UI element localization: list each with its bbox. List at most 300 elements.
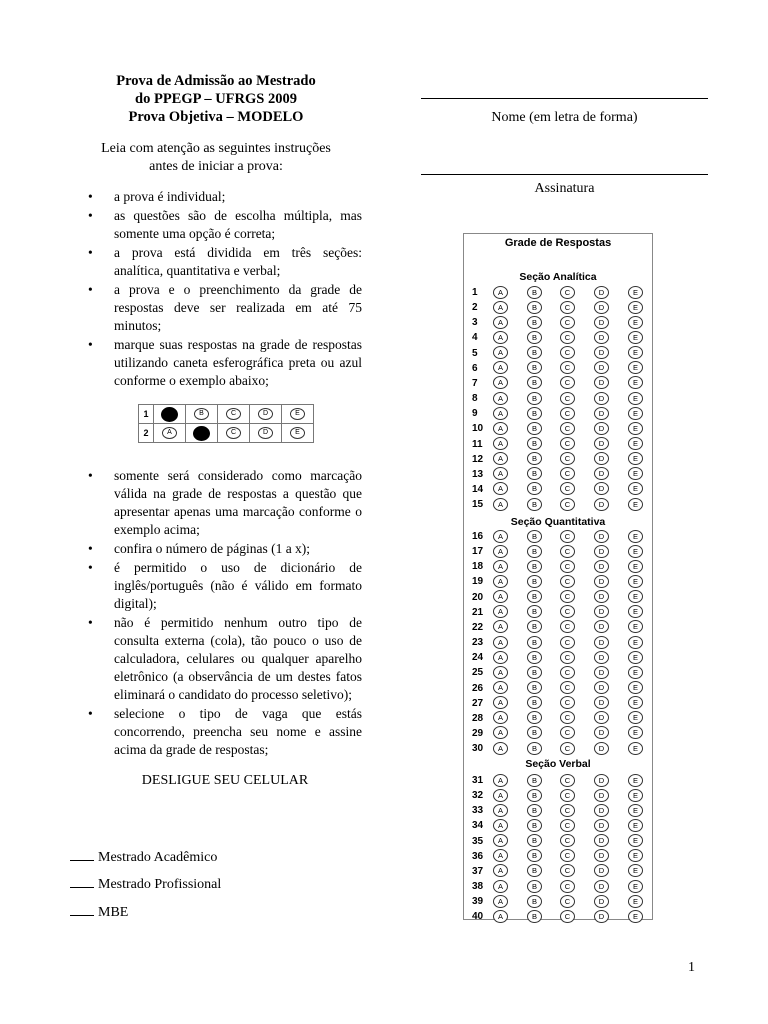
answer-bubble[interactable]: C bbox=[560, 804, 575, 817]
answer-bubble[interactable]: E bbox=[628, 331, 643, 344]
answer-bubble[interactable]: E bbox=[628, 636, 643, 649]
answer-bubble[interactable]: A bbox=[493, 590, 508, 603]
instruction-text: somente será considerado como marcação válida na grade de respostas a questão que apresentar apenas uma marcação conforme o exemplo acima; bbox=[114, 468, 362, 537]
answer-bubble[interactable]: A bbox=[493, 545, 508, 558]
answer-bubble[interactable]: E bbox=[628, 530, 643, 543]
question-row bbox=[464, 590, 652, 605]
answer-bubble[interactable]: C bbox=[560, 864, 575, 877]
answer-bubble[interactable]: A bbox=[493, 605, 508, 618]
question-number: 11 bbox=[472, 438, 483, 450]
answer-bubble[interactable]: A bbox=[493, 422, 508, 435]
answer-bubble[interactable]: D bbox=[594, 361, 609, 374]
answer-bubble[interactable]: A bbox=[493, 895, 508, 908]
answer-bubble[interactable]: E bbox=[628, 422, 643, 435]
answer-bubble[interactable]: D bbox=[594, 681, 609, 694]
exam-title bbox=[70, 72, 362, 126]
answer-bubble[interactable]: D bbox=[594, 346, 609, 359]
answer-bubble[interactable]: E bbox=[628, 849, 643, 862]
question-number: 3 bbox=[472, 317, 478, 329]
answer-bubble[interactable]: B bbox=[527, 804, 542, 817]
answer-bubble[interactable]: A bbox=[493, 316, 508, 329]
question-number: 40 bbox=[472, 911, 484, 923]
answer-bubble[interactable]: A bbox=[493, 560, 508, 573]
answer-bubble[interactable]: B bbox=[527, 467, 542, 480]
answer-bubble[interactable]: E bbox=[628, 711, 643, 724]
answer-bubble[interactable]: C bbox=[560, 726, 575, 739]
question-row bbox=[464, 529, 652, 544]
answer-bubble[interactable]: D bbox=[594, 286, 609, 299]
question-row bbox=[464, 834, 652, 849]
answer-bubble[interactable]: D bbox=[594, 316, 609, 329]
answer-bubble[interactable]: C bbox=[560, 575, 575, 588]
question-row bbox=[464, 864, 652, 879]
answer-bubble[interactable]: B bbox=[527, 636, 542, 649]
answer-bubble[interactable]: E bbox=[628, 819, 643, 832]
answer-bubble[interactable]: D bbox=[594, 895, 609, 908]
answer-bubble[interactable]: D bbox=[594, 331, 609, 344]
answer-bubble[interactable]: C bbox=[560, 774, 575, 787]
answer-bubble[interactable]: A bbox=[493, 361, 508, 374]
answer-bubble[interactable]: C bbox=[560, 834, 575, 847]
question-row bbox=[464, 437, 652, 452]
answer-bubble[interactable]: D bbox=[594, 590, 609, 603]
answer-bubble[interactable]: C bbox=[560, 361, 575, 374]
instruction-item bbox=[88, 336, 362, 390]
answer-bubble[interactable]: C bbox=[560, 482, 575, 495]
title-line-3: Prova Objetiva – MODELO bbox=[128, 109, 304, 125]
answer-bubble[interactable]: D bbox=[594, 498, 609, 511]
answer-bubble[interactable]: E bbox=[628, 301, 643, 314]
answer-bubble[interactable]: E bbox=[628, 696, 643, 709]
answer-bubble[interactable]: E bbox=[628, 742, 643, 755]
answer-bubble[interactable]: C bbox=[560, 392, 575, 405]
answer-bubble[interactable]: D bbox=[594, 804, 609, 817]
answer-bubble[interactable]: B bbox=[527, 346, 542, 359]
answer-bubble[interactable]: D bbox=[594, 819, 609, 832]
answer-bubble[interactable]: B bbox=[527, 376, 542, 389]
answer-bubble[interactable]: D bbox=[594, 560, 609, 573]
question-row bbox=[464, 818, 652, 833]
instruction-item bbox=[88, 467, 362, 539]
answer-bubble[interactable]: A bbox=[493, 636, 508, 649]
example-bubble: C bbox=[226, 427, 241, 439]
instruction-item bbox=[88, 540, 362, 558]
instruction-item bbox=[88, 188, 362, 206]
answer-bubble[interactable]: A bbox=[493, 530, 508, 543]
answer-bubble[interactable]: E bbox=[628, 590, 643, 603]
answer-bubble[interactable]: B bbox=[527, 331, 542, 344]
answer-bubble[interactable]: C bbox=[560, 437, 575, 450]
answer-bubble[interactable]: D bbox=[594, 711, 609, 724]
example-row-number: 2 bbox=[139, 424, 154, 443]
instruction-item bbox=[88, 559, 362, 613]
signature-line[interactable] bbox=[421, 174, 708, 175]
question-row bbox=[464, 620, 652, 635]
answer-bubble[interactable]: C bbox=[560, 560, 575, 573]
answer-bubble[interactable]: A bbox=[493, 726, 508, 739]
question-row bbox=[464, 361, 652, 376]
answer-bubble[interactable]: A bbox=[493, 880, 508, 893]
answer-bubble[interactable]: C bbox=[560, 742, 575, 755]
answer-bubble[interactable]: B bbox=[527, 560, 542, 573]
answer-bubble[interactable]: E bbox=[628, 910, 643, 923]
marking-example bbox=[138, 404, 362, 443]
answer-bubble[interactable]: C bbox=[560, 910, 575, 923]
answer-bubble[interactable]: C bbox=[560, 590, 575, 603]
instruction-text: marque suas respostas na grade de respostas utilizando caneta esferográfica preta ou azul conforme o exemplo abaixo; bbox=[114, 337, 362, 388]
answer-bubble[interactable]: C bbox=[560, 498, 575, 511]
answer-bubble[interactable]: E bbox=[628, 437, 643, 450]
vaga-blank[interactable] bbox=[70, 903, 94, 916]
answer-bubble[interactable]: E bbox=[628, 376, 643, 389]
answer-bubble[interactable]: D bbox=[594, 849, 609, 862]
answer-bubble[interactable]: B bbox=[527, 864, 542, 877]
answer-bubble[interactable]: B bbox=[527, 286, 542, 299]
instructions-column bbox=[70, 72, 362, 789]
answer-bubble[interactable]: A bbox=[493, 819, 508, 832]
answer-bubble[interactable]: D bbox=[594, 605, 609, 618]
answer-bubble[interactable]: B bbox=[527, 910, 542, 923]
vaga-label: MBE bbox=[98, 905, 129, 920]
answer-bubble[interactable]: E bbox=[628, 286, 643, 299]
answer-bubble[interactable]: C bbox=[560, 407, 575, 420]
answer-bubble[interactable]: A bbox=[493, 711, 508, 724]
answer-bubble[interactable]: A bbox=[493, 774, 508, 787]
answer-bubble[interactable]: B bbox=[527, 696, 542, 709]
instruction-list bbox=[70, 188, 362, 390]
answer-bubble[interactable]: C bbox=[560, 651, 575, 664]
answer-bubble[interactable]: E bbox=[628, 392, 643, 405]
answer-bubble[interactable]: B bbox=[527, 452, 542, 465]
answer-bubble[interactable]: E bbox=[628, 361, 643, 374]
answer-bubble[interactable]: A bbox=[493, 467, 508, 480]
section-title: Seção Quantitativa bbox=[510, 516, 606, 528]
answer-bubble[interactable]: A bbox=[493, 452, 508, 465]
question-row bbox=[464, 300, 652, 315]
question-number: 22 bbox=[472, 621, 484, 633]
answer-bubble[interactable]: A bbox=[493, 849, 508, 862]
answer-bubble[interactable]: D bbox=[594, 880, 609, 893]
answer-bubble[interactable]: B bbox=[527, 392, 542, 405]
answer-bubble[interactable]: E bbox=[628, 575, 643, 588]
answer-bubble[interactable]: D bbox=[594, 910, 609, 923]
answer-bubble[interactable]: C bbox=[560, 316, 575, 329]
question-row bbox=[464, 497, 652, 512]
answer-bubble[interactable]: E bbox=[628, 498, 643, 511]
question-row bbox=[464, 788, 652, 803]
answer-bubble[interactable]: A bbox=[493, 651, 508, 664]
question-row bbox=[464, 803, 652, 818]
answer-bubble[interactable]: C bbox=[560, 376, 575, 389]
answer-bubble[interactable]: D bbox=[594, 774, 609, 787]
answer-bubble[interactable]: E bbox=[628, 452, 643, 465]
question-number: 18 bbox=[472, 561, 484, 573]
question-number: 8 bbox=[472, 393, 478, 405]
answer-bubble[interactable]: D bbox=[594, 864, 609, 877]
question-number: 28 bbox=[472, 712, 484, 724]
answer-bubble[interactable]: D bbox=[594, 376, 609, 389]
example-bubble: D bbox=[258, 408, 273, 420]
answer-bubble[interactable]: D bbox=[594, 636, 609, 649]
answer-bubble[interactable]: B bbox=[527, 681, 542, 694]
answer-bubble[interactable]: E bbox=[628, 346, 643, 359]
question-number: 5 bbox=[472, 347, 478, 359]
answer-bubble[interactable]: A bbox=[493, 376, 508, 389]
answer-bubble[interactable]: B bbox=[527, 316, 542, 329]
answer-bubble[interactable]: D bbox=[594, 575, 609, 588]
answer-bubble[interactable]: C bbox=[560, 666, 575, 679]
answer-bubble[interactable]: E bbox=[628, 545, 643, 558]
question-row bbox=[464, 849, 652, 864]
answer-bubble[interactable]: D bbox=[594, 834, 609, 847]
answer-bubble[interactable]: C bbox=[560, 711, 575, 724]
answer-bubble[interactable]: C bbox=[560, 467, 575, 480]
answer-bubble[interactable]: A bbox=[493, 864, 508, 877]
question-number: 34 bbox=[472, 820, 484, 832]
answer-bubble[interactable]: A bbox=[493, 346, 508, 359]
answer-bubble[interactable]: A bbox=[493, 498, 508, 511]
answer-bubble[interactable]: B bbox=[527, 711, 542, 724]
answer-bubble[interactable]: A bbox=[493, 286, 508, 299]
question-number: 21 bbox=[472, 606, 484, 618]
instruction-text: confira o número de páginas (1 a x); bbox=[114, 541, 311, 556]
answer-bubble[interactable]: A bbox=[493, 804, 508, 817]
answer-bubble[interactable]: C bbox=[560, 681, 575, 694]
answer-bubble[interactable]: D bbox=[594, 651, 609, 664]
instruction-list-2 bbox=[70, 467, 362, 759]
answer-bubble[interactable]: B bbox=[527, 407, 542, 420]
answer-bubble[interactable]: B bbox=[527, 774, 542, 787]
instruction-item bbox=[88, 244, 362, 280]
answer-bubble[interactable]: A bbox=[493, 696, 508, 709]
section-title: Seção Verbal bbox=[525, 758, 591, 770]
answer-bubble[interactable]: A bbox=[493, 392, 508, 405]
answer-bubble[interactable]: B bbox=[527, 789, 542, 802]
instruction-text: as questões são de escolha múltipla, mas somente uma opção é correta; bbox=[114, 208, 362, 241]
answer-bubble[interactable]: B bbox=[527, 498, 542, 511]
answer-bubble[interactable]: D bbox=[594, 545, 609, 558]
instruction-item bbox=[88, 614, 362, 704]
question-row bbox=[464, 650, 652, 665]
answer-bubble[interactable]: B bbox=[527, 605, 542, 618]
question-row bbox=[464, 605, 652, 620]
answer-bubble[interactable]: D bbox=[594, 407, 609, 420]
answer-bubble[interactable]: B bbox=[527, 849, 542, 862]
answer-bubble[interactable]: E bbox=[628, 605, 643, 618]
answer-bubble[interactable]: C bbox=[560, 880, 575, 893]
answer-bubble[interactable]: A bbox=[493, 910, 508, 923]
answer-bubble[interactable]: C bbox=[560, 819, 575, 832]
answer-bubble[interactable]: E bbox=[628, 482, 643, 495]
instruction-text: a prova e o preenchimento da grade de respostas deve ser realizada em até 75 minutos; bbox=[114, 282, 362, 333]
answer-bubble[interactable]: E bbox=[628, 880, 643, 893]
answer-bubble[interactable]: B bbox=[527, 742, 542, 755]
instruction-text: a prova está dividida em três seções: analítica, quantitativa e verbal; bbox=[114, 245, 362, 278]
example-bubble-filled: A bbox=[161, 407, 178, 422]
answer-bubble[interactable]: D bbox=[594, 467, 609, 480]
question-row bbox=[464, 711, 652, 726]
answer-bubble[interactable]: E bbox=[628, 789, 643, 802]
answer-bubble[interactable]: A bbox=[493, 742, 508, 755]
answer-bubble[interactable]: D bbox=[594, 726, 609, 739]
question-row bbox=[464, 544, 652, 559]
answer-bubble[interactable]: A bbox=[493, 789, 508, 802]
question-row bbox=[464, 696, 652, 711]
answer-bubble[interactable]: B bbox=[527, 482, 542, 495]
answer-bubble[interactable]: C bbox=[560, 789, 575, 802]
answer-bubble[interactable]: C bbox=[560, 605, 575, 618]
section-title: Seção Analítica bbox=[519, 271, 597, 283]
answer-bubble[interactable]: A bbox=[493, 482, 508, 495]
question-number: 6 bbox=[472, 362, 478, 374]
answer-bubble[interactable]: D bbox=[594, 437, 609, 450]
answer-bubble[interactable]: D bbox=[594, 696, 609, 709]
answer-bubble[interactable]: A bbox=[493, 666, 508, 679]
answer-bubble[interactable]: E bbox=[628, 316, 643, 329]
answer-bubble[interactable]: B bbox=[527, 819, 542, 832]
title-line-1: Prova de Admissão ao Mestrado bbox=[116, 73, 316, 89]
answer-bubble[interactable]: C bbox=[560, 696, 575, 709]
answer-bubble[interactable]: E bbox=[628, 467, 643, 480]
answer-bubble[interactable]: C bbox=[560, 346, 575, 359]
answer-bubble[interactable]: C bbox=[560, 620, 575, 633]
answer-bubble[interactable]: A bbox=[493, 407, 508, 420]
answer-bubble[interactable]: A bbox=[493, 437, 508, 450]
answer-bubble[interactable]: E bbox=[628, 864, 643, 877]
answer-bubble[interactable]: B bbox=[527, 422, 542, 435]
answer-bubble[interactable]: E bbox=[628, 681, 643, 694]
vaga-blank[interactable] bbox=[70, 848, 94, 861]
answer-bubble[interactable]: C bbox=[560, 331, 575, 344]
question-row bbox=[464, 285, 652, 300]
bullet-icon: • bbox=[88, 337, 93, 352]
answer-bubble[interactable]: E bbox=[628, 834, 643, 847]
answer-bubble[interactable]: C bbox=[560, 545, 575, 558]
example-row-number: 1 bbox=[139, 405, 154, 424]
answer-bubble[interactable]: B bbox=[527, 726, 542, 739]
answer-bubble[interactable]: C bbox=[560, 636, 575, 649]
answer-bubble[interactable]: D bbox=[594, 392, 609, 405]
answer-bubble[interactable]: B bbox=[527, 437, 542, 450]
answer-bubble[interactable]: C bbox=[560, 895, 575, 908]
answer-bubble[interactable]: E bbox=[628, 895, 643, 908]
answer-bubble[interactable]: D bbox=[594, 422, 609, 435]
question-number: 35 bbox=[472, 835, 484, 847]
question-row bbox=[464, 452, 652, 467]
vaga-option-profissional bbox=[70, 875, 221, 893]
answer-bubble[interactable]: E bbox=[628, 666, 643, 679]
question-number: 32 bbox=[472, 790, 484, 802]
intro-line-1: Leia com atenção as seguintes instruções bbox=[101, 141, 331, 156]
answer-bubble[interactable]: C bbox=[560, 452, 575, 465]
answer-bubble[interactable]: D bbox=[594, 482, 609, 495]
example-bubble: A bbox=[162, 427, 177, 439]
answer-bubble[interactable]: A bbox=[493, 681, 508, 694]
answer-bubble[interactable]: B bbox=[527, 895, 542, 908]
answer-bubble[interactable]: B bbox=[527, 620, 542, 633]
question-row bbox=[464, 665, 652, 680]
question-number: 16 bbox=[472, 531, 484, 542]
answer-bubble[interactable]: B bbox=[527, 545, 542, 558]
name-line[interactable] bbox=[421, 98, 708, 99]
answer-bubble[interactable]: B bbox=[527, 301, 542, 314]
example-row bbox=[139, 405, 314, 424]
question-number: 13 bbox=[472, 468, 484, 480]
answer-bubble[interactable]: D bbox=[594, 530, 609, 543]
question-number: 17 bbox=[472, 546, 484, 558]
instruction-text: não é permitido nenhum outro tipo de consulta externa (cola), tão pouco o uso de calculadora, celulares ou qualquer aparelho eletrônico (a observância de um destes fatos eliminará o candidato do processo seletivo); bbox=[114, 615, 362, 702]
answer-bubble[interactable]: B bbox=[527, 880, 542, 893]
question-number: 33 bbox=[472, 805, 484, 817]
answer-bubble[interactable]: B bbox=[527, 666, 542, 679]
answer-bubble[interactable]: B bbox=[527, 575, 542, 588]
question-number: 29 bbox=[472, 727, 484, 739]
answer-bubble[interactable]: C bbox=[560, 530, 575, 543]
answer-bubble[interactable]: B bbox=[527, 651, 542, 664]
answer-bubble[interactable]: C bbox=[560, 301, 575, 314]
question-row bbox=[464, 894, 652, 909]
answer-bubble[interactable]: E bbox=[628, 560, 643, 573]
answer-bubble[interactable]: D bbox=[594, 742, 609, 755]
answer-bubble[interactable]: D bbox=[594, 301, 609, 314]
question-row bbox=[464, 909, 652, 924]
answer-bubble[interactable]: B bbox=[527, 834, 542, 847]
instruction-item bbox=[88, 207, 362, 243]
page-number: 1 bbox=[688, 960, 695, 975]
instruction-item bbox=[88, 281, 362, 335]
question-row bbox=[464, 726, 652, 741]
answer-bubble[interactable]: D bbox=[594, 620, 609, 633]
question-row bbox=[464, 559, 652, 574]
answer-bubble[interactable]: D bbox=[594, 666, 609, 679]
answer-bubble[interactable]: B bbox=[527, 361, 542, 374]
answer-bubble[interactable]: D bbox=[594, 789, 609, 802]
answer-bubble[interactable]: B bbox=[527, 530, 542, 543]
question-row bbox=[464, 421, 652, 436]
answer-bubble[interactable]: A bbox=[493, 620, 508, 633]
instruction-text: é permitido o uso de dicionário de inglês/português (não é válido em formato digital); bbox=[114, 560, 362, 611]
question-number: 38 bbox=[472, 881, 484, 893]
example-bubble-filled: B bbox=[193, 426, 210, 441]
question-number: 30 bbox=[472, 743, 484, 755]
signature-label: Assinatura bbox=[534, 181, 595, 196]
vaga-blank[interactable] bbox=[70, 875, 94, 888]
answer-bubble[interactable]: E bbox=[628, 620, 643, 633]
grid-title: Grade de Respostas bbox=[504, 237, 612, 249]
answer-bubble[interactable]: C bbox=[560, 286, 575, 299]
bullet-icon: • bbox=[88, 615, 93, 630]
question-row bbox=[464, 773, 652, 788]
answer-bubble[interactable]: D bbox=[594, 452, 609, 465]
instruction-item bbox=[88, 705, 362, 759]
answer-bubble[interactable]: A bbox=[493, 301, 508, 314]
question-row bbox=[464, 467, 652, 482]
answer-bubble[interactable]: B bbox=[527, 590, 542, 603]
question-row bbox=[464, 635, 652, 650]
bullet-icon: • bbox=[88, 282, 93, 297]
answer-bubble[interactable]: E bbox=[628, 774, 643, 787]
answer-bubble[interactable]: E bbox=[628, 726, 643, 739]
answer-bubble[interactable]: E bbox=[628, 804, 643, 817]
answer-bubble[interactable]: A bbox=[493, 834, 508, 847]
answer-bubble[interactable]: C bbox=[560, 422, 575, 435]
answer-bubble[interactable]: C bbox=[560, 849, 575, 862]
answer-bubble[interactable]: E bbox=[628, 407, 643, 420]
example-row bbox=[139, 424, 314, 443]
answer-bubble[interactable]: A bbox=[493, 575, 508, 588]
answer-bubble[interactable]: E bbox=[628, 651, 643, 664]
answer-bubble[interactable]: A bbox=[493, 331, 508, 344]
